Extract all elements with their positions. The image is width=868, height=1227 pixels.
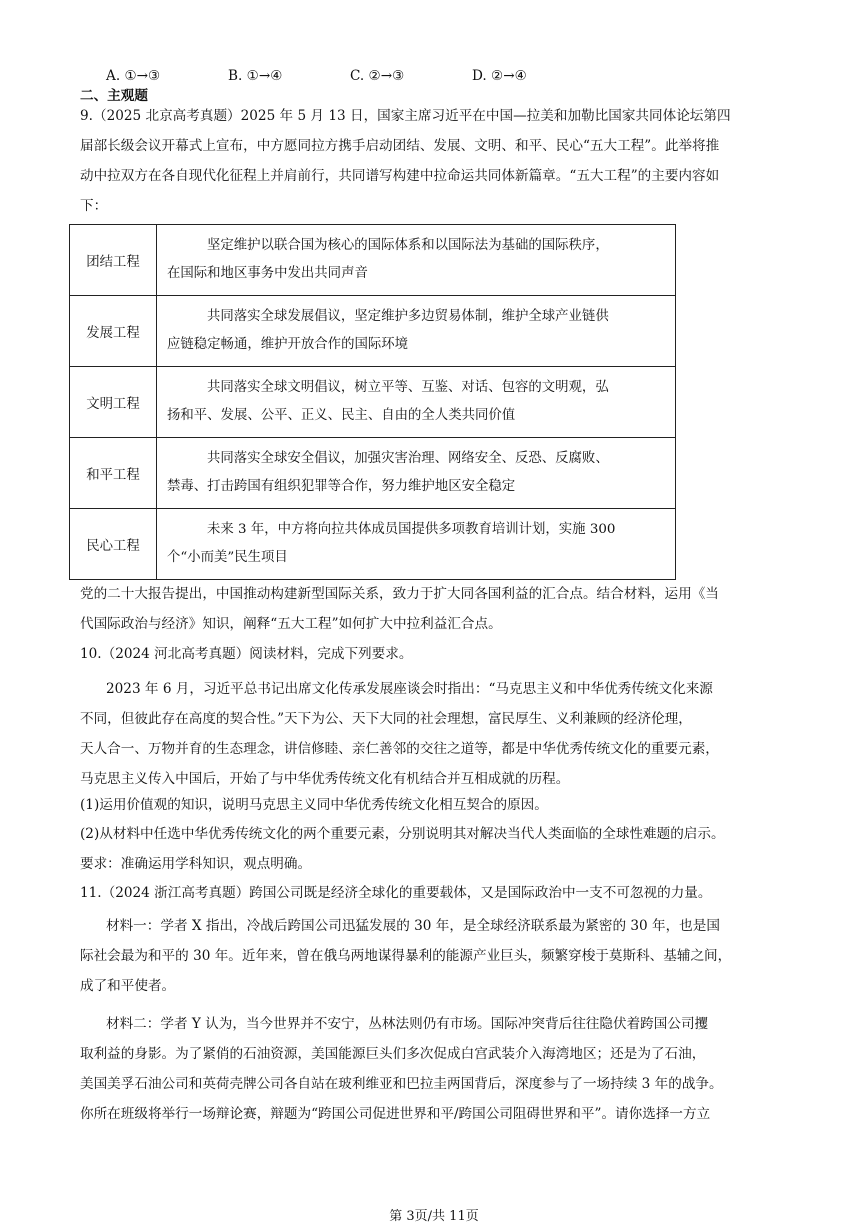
- q11-material2-line: 美国美孚石油公司和英荷壳牌公司各自站在玻利维亚和巴拉圭两国背后，深度参与了一场持续 3 年的战争。: [80, 1076, 723, 1092]
- q9-question-line: 党的二十大报告提出，中国推动构建新型国际关系，致力于扩大同各国利益的汇合点。结合材料，运用《当: [80, 586, 719, 602]
- q10-requirement: 要求：准确运用学科知识，观点明确。: [80, 856, 312, 872]
- project-content-line: 共同落实全球安全倡议，加强灾害治理、网络安全、反恐、反腐败、: [207, 451, 609, 466]
- q11-material1-line: 成了和平使者。: [80, 978, 176, 994]
- option-c: C. ②→③: [350, 68, 405, 84]
- project-content-line: 禁毒、打击跨国有组织犯罪等合作，努力维护地区安全稳定: [167, 479, 516, 494]
- project-name: 团结工程: [70, 225, 157, 296]
- project-content: [157, 225, 676, 296]
- option-a: A. ①→③: [106, 68, 161, 84]
- project-content: [157, 509, 676, 580]
- five-projects-table: [69, 224, 676, 580]
- option-b: B. ①→④: [228, 68, 283, 84]
- q10-paragraph-line: 2023 年 6 月，习近平总书记出席文化传承发展座谈会时指出：“马克思主义和中华优秀传统文化来源: [106, 681, 713, 697]
- table-row: [70, 438, 676, 509]
- project-name: 文明工程: [70, 367, 157, 438]
- q11-material2-line: 你所在班级将举行一场辩论赛，辩题为“跨国公司促进世界和平/跨国公司阻碍世界和平”。请你选择一方立: [80, 1106, 711, 1122]
- q9-line: 9.（2025 北京高考真题）2025 年 5 月 13 日，国家主席习近平在中国—拉美和加勒比国家共同体论坛第四: [80, 108, 731, 124]
- q9-line: 动中拉双方在各自现代化征程上并肩前行，共同谱写构建中拉命运共同体新篇章。“五大工程”的主要内容如: [80, 168, 720, 184]
- q10-paragraph-line: 马克思主义传入中国后，开始了与中华优秀传统文化有机结合并互相成就的历程。: [80, 771, 570, 787]
- q11-title: 11.（2024 浙江高考真题）跨国公司既是经济全球化的重要载体，又是国际政治中一支不可忽视的力量。: [80, 885, 712, 901]
- project-name: 发展工程: [70, 296, 157, 367]
- q10-subquestion-2: (2)从材料中任选中华优秀传统文化的两个重要元素，分别说明其对解决当代人类面临的全球性难题的启示。: [80, 826, 725, 842]
- q10-paragraph-line: 不同，但彼此存在高度的契合性。”天下为公、天下大同的社会理想，富民厚生、义利兼顾的经济伦理，: [80, 711, 692, 727]
- project-content: [157, 438, 676, 509]
- project-content-line: 共同落实全球文明倡议，树立平等、互鉴、对话、包容的文明观，弘: [207, 380, 609, 395]
- q9-line: 届部长级会议开幕式上宣布，中方愿同拉方携手启动团结、发展、文明、和平、民心“五大工程”。此举将推: [80, 138, 720, 154]
- q9-question-line: 代国际政治与经济》知识，阐释“五大工程”如何扩大中拉利益汇合点。: [80, 616, 502, 632]
- q10-paragraph-line: 天人合一、万物并育的生态理念，讲信修睦、亲仁善邻的交往之道等，都是中华优秀传统文化的重要元素，: [80, 741, 719, 757]
- q9-line: 下：: [80, 198, 108, 214]
- table-row: [70, 367, 676, 438]
- project-content-line: 应链稳定畅通，维护开放合作的国际环境: [167, 337, 409, 352]
- table-row: [70, 225, 676, 296]
- section-title: 二、主观题: [80, 88, 148, 104]
- q11-material1-line: 材料一：学者 X 指出，冷战后跨国公司迅猛发展的 30 年，是全球经济联系最为紧密的 30 年，也是国: [106, 918, 720, 934]
- project-content-line: 在国际和地区事务中发出共同声音: [167, 266, 368, 281]
- q11-material1-line: 际社会最为和平的 30 年。近年来，曾在俄乌两地谋得暴利的能源产业巨头，频繁穿梭于莫斯科、基辅之间，: [80, 948, 732, 964]
- q10-title: 10.（2024 河北高考真题）阅读材料，完成下列要求。: [80, 646, 413, 662]
- project-content-line: 个“小而美”民生项目: [167, 550, 288, 565]
- project-name: 民心工程: [70, 509, 157, 580]
- project-content-line: 坚定维护以联合国为核心的国际体系和以国际法为基础的国际秩序，: [207, 238, 609, 253]
- project-content: [157, 296, 676, 367]
- table-row: [70, 509, 676, 580]
- table-row: [70, 296, 676, 367]
- project-content-line: 共同落实全球发展倡议，坚定维护多边贸易体制，维护全球产业链供: [207, 309, 609, 324]
- answer-options: [106, 62, 594, 90]
- q11-material2-line: 材料二：学者 Y 认为，当今世界并不安宁，丛林法则仍有市场。国际冲突背后往往隐伏着跨国公司攫: [106, 1016, 709, 1032]
- page-number: 第 3页/共 11页: [389, 1209, 479, 1224]
- project-content-line: 未来 3 年，中方将向拉共体成员国提供多项教育培训计划，实施 300: [207, 522, 616, 537]
- project-name: 和平工程: [70, 438, 157, 509]
- q10-subquestion-1: (1)运用价值观的知识，说明马克思主义同中华优秀传统文化相互契合的原因。: [80, 797, 548, 813]
- option-d: D. ②→④: [472, 68, 527, 84]
- project-content-line: 扬和平、发展、公平、正义、民主、自由的全人类共同价值: [167, 408, 516, 423]
- q11-material2-line: 取利益的身影。为了紧俏的石油资源，美国能源巨头们多次促成白宫武装介入海湾地区；还是为了石油，: [80, 1046, 706, 1062]
- project-content: [157, 367, 676, 438]
